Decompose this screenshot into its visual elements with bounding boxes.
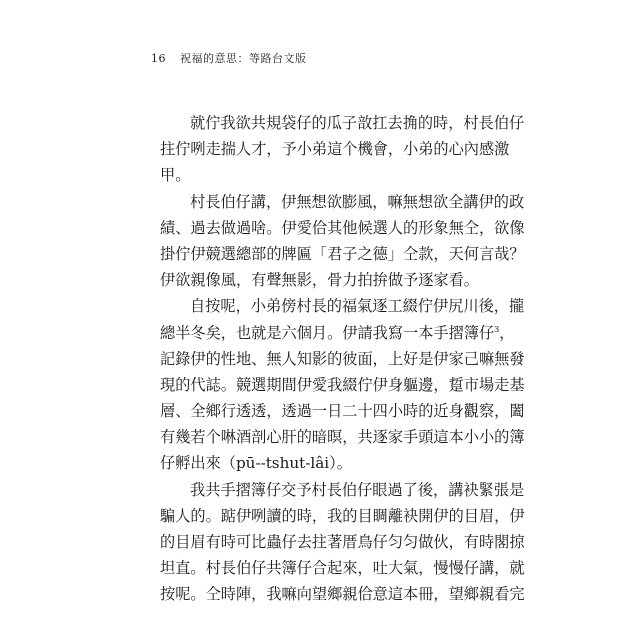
text-line: 騙人的。踮伊咧讀的時，我的目睭離袂開伊的目眉，伊 xyxy=(160,506,525,525)
text-line: 有幾若个啉酒剖心肝的暗暝，共逐家手頭這本小小的簿 xyxy=(160,428,525,447)
text-line: 記錄伊的性地、無人知影的彼面，上好是伊家己嘛無發 xyxy=(160,349,525,368)
text-line: 甲。 xyxy=(160,166,191,185)
text-line: 坦直。村長伯仔共簿仔合起來，吐大氣，慢慢仔講，就 xyxy=(160,559,525,578)
text-line: 現的代誌。競選期間伊愛我綴佇伊身軀邊，踅市場走基 xyxy=(160,375,525,394)
text-line: 就佇我欲共規袋仔的瓜子敨扛去捔的時，村長伯仔 xyxy=(190,114,525,132)
text-line: 的目眉有時可比蟲仔去拄著厝鳥仔匀匀做伙，有時閣掠 xyxy=(160,533,525,551)
text-line-content: 總半冬矣，也就是六個月。伊請我寫一本手摺簿仔 xyxy=(160,323,495,342)
footnote-marker: 3 xyxy=(494,324,500,334)
text-line: 自按呢，小弟傍村長的福氣逐工綴佇伊尻川後，攏 xyxy=(190,297,525,316)
text-line: 拄佇咧走揣人才，予小弟這个機會，小弟的心內感激 xyxy=(160,140,510,159)
page-number: 16 xyxy=(151,52,166,65)
text-line: 我共手摺簿仔交予村長伯仔眼過了後，講袂緊張是 xyxy=(190,480,525,499)
text-line: 績、過去做過啥。伊愛佮其他候選人的形象無仝，欲像 xyxy=(160,218,525,237)
running-head xyxy=(151,50,307,66)
text-line: 伊欲親像風，有聲無影，骨力拍拚做予逐家看。 xyxy=(160,271,479,290)
text-line: 層、全鄉行透透，透過一日二十四小時的近身觀察，闔 xyxy=(160,402,525,421)
text-line: 村長伯仔講，伊無想欲膨風，嘛無想欲全講伊的政 xyxy=(190,192,525,211)
text-line: 掛佇伊競選總部的牌匾「君子之德」仝款，天何言哉？ xyxy=(160,244,525,263)
body-text xyxy=(160,110,525,608)
running-title: 祝福的意思：等路台文版 xyxy=(180,52,307,65)
text-line: 總半冬矣，也就是六個月。伊請我寫一本手摺簿仔$^3$， xyxy=(160,323,515,342)
text-line: 仔孵出來（pū--tshut-lâi）。 xyxy=(160,454,352,473)
text-line: 按呢。仝時陣，我嘛向望鄉親佮意這本冊，望鄉親看完 xyxy=(160,585,525,604)
